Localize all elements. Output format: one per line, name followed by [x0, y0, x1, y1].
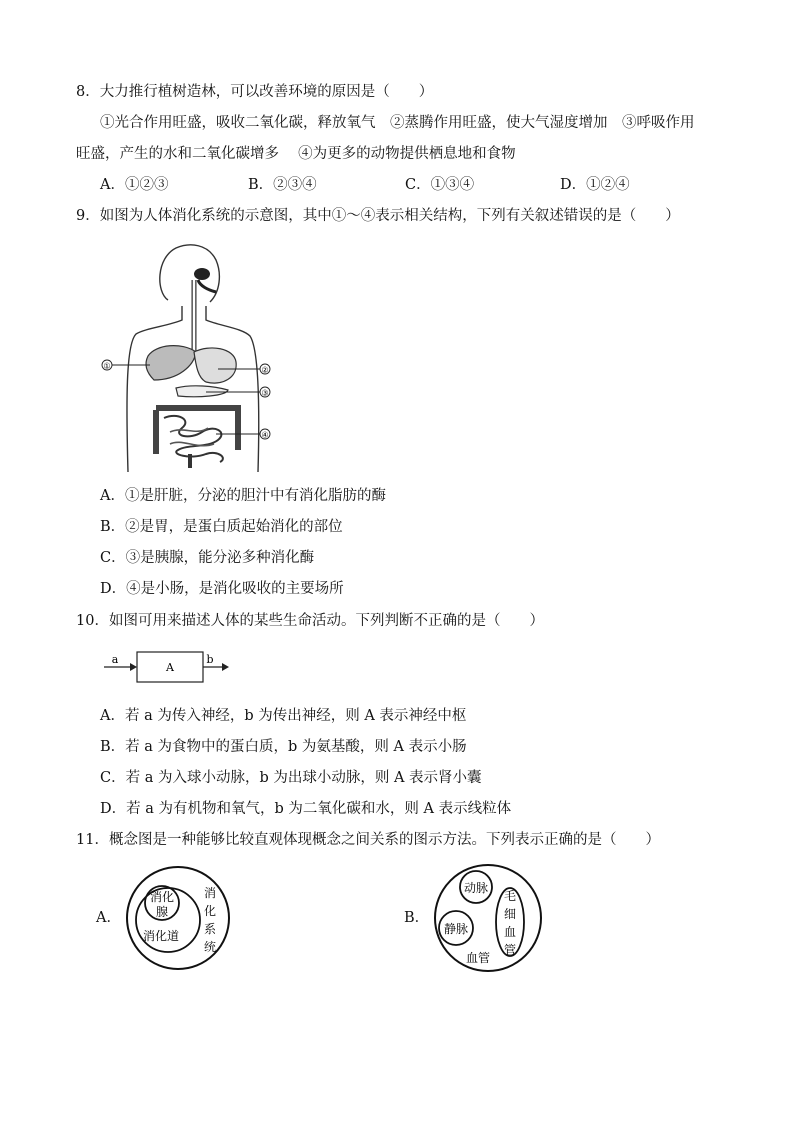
stomach [194, 348, 236, 383]
mouth [194, 268, 210, 280]
input-label: a [111, 653, 119, 666]
capillary-label-4: 管 [503, 943, 517, 957]
q10-option-a[interactable]: A．若 a 为传入神经，b 为传出神经，则 A 表示神经中枢 [100, 708, 467, 724]
q10-option-d[interactable]: D．若 a 为有机物和氧气，b 为二氧化碳和水，则 A 表示线粒体 [100, 801, 512, 817]
q8-option-d[interactable]: D．①②④ [560, 177, 630, 193]
capillary-label-2: 细 [503, 907, 517, 921]
q10-stem: 10．如图可用来描述人体的某些生命活动。下列判断不正确的是（ ） [76, 613, 544, 629]
q8-option-b[interactable]: B．②③④ [248, 177, 317, 193]
capillary-label-1: 毛 [503, 889, 517, 903]
q8-stem: 8．大力推行植树造林，可以改善环境的原因是（ ） [76, 84, 434, 100]
vein-label: 静脉 [443, 922, 469, 936]
q8-statement-line2: 旺盛，产生的水和二氧化碳增多 ④为更多的动物提供栖息地和食物 [76, 146, 516, 162]
artery-label: 动脉 [463, 881, 489, 895]
label-2: ② [261, 365, 269, 375]
outer-label-2: 化 [203, 904, 217, 918]
label-4: ④ [261, 430, 269, 440]
outer-label-1: 消 [203, 886, 217, 900]
small-intestine [164, 416, 223, 462]
q11-stem: 11．概念图是一种能够比较直观体现概念之间关系的图示方法。下列表示正确的是（ ） [76, 832, 660, 848]
outer-label-3: 系 [203, 922, 217, 936]
q9-option-a[interactable]: A．①是肝脏，分泌的胆汁中有消化脂肪的酶 [100, 488, 386, 504]
q9-option-b[interactable]: B．②是胃，是蛋白质起始消化的部位 [100, 519, 343, 535]
output-label: b [206, 653, 214, 666]
liver [146, 346, 196, 380]
q8-statement-line1: ①光合作用旺盛，吸收二氧化碳，释放氧气 ②蒸腾作用旺盛，使大气湿度增加 ③呼吸作用 [100, 115, 695, 131]
q8-option-a[interactable]: A．①②③ [100, 177, 169, 193]
process-box-figure [100, 648, 234, 688]
outer-label-4: 统 [203, 940, 217, 954]
inner-label-line2: 腺 [155, 905, 169, 919]
inner-label-line1: 消化 [149, 890, 175, 904]
pharynx [198, 280, 216, 292]
capillary-label-3: 血 [503, 925, 517, 939]
q8-options [100, 175, 700, 195]
pancreas [176, 386, 228, 397]
output-arrow-head [222, 663, 229, 671]
q11-option-a-letter[interactable]: A． [96, 910, 121, 926]
q8-option-c[interactable]: C．①③④ [405, 177, 475, 193]
q9-stem: 9．如图为人体消化系统的示意图，其中①～④表示相关结构，下列有关叙述错误的是（ ） [76, 208, 680, 224]
box-label: A [166, 661, 174, 674]
q11-option-a-diagram[interactable] [124, 864, 234, 974]
digestive-system-figure [98, 240, 278, 476]
q11-option-b-letter[interactable]: B． [404, 910, 430, 926]
q9-option-c[interactable]: C．③是胰腺，能分泌多种消化酶 [100, 550, 315, 566]
q9-option-d[interactable]: D．④是小肠，是消化吸收的主要场所 [100, 581, 344, 597]
q10-option-c[interactable]: C．若 a 为入球小动脉，b 为出球小动脉，则 A 表示肾小囊 [100, 770, 482, 786]
outer-label-blood-vessel: 血管 [465, 951, 491, 965]
q10-option-b[interactable]: B．若 a 为食物中的蛋白质，b 为氨基酸，则 A 表示小肠 [100, 739, 467, 755]
middle-label: 消化道 [142, 929, 180, 943]
input-arrow-head [130, 663, 137, 671]
q11-option-b-diagram[interactable] [432, 862, 544, 974]
label-1: ① [103, 361, 111, 371]
label-3: ③ [261, 388, 269, 398]
